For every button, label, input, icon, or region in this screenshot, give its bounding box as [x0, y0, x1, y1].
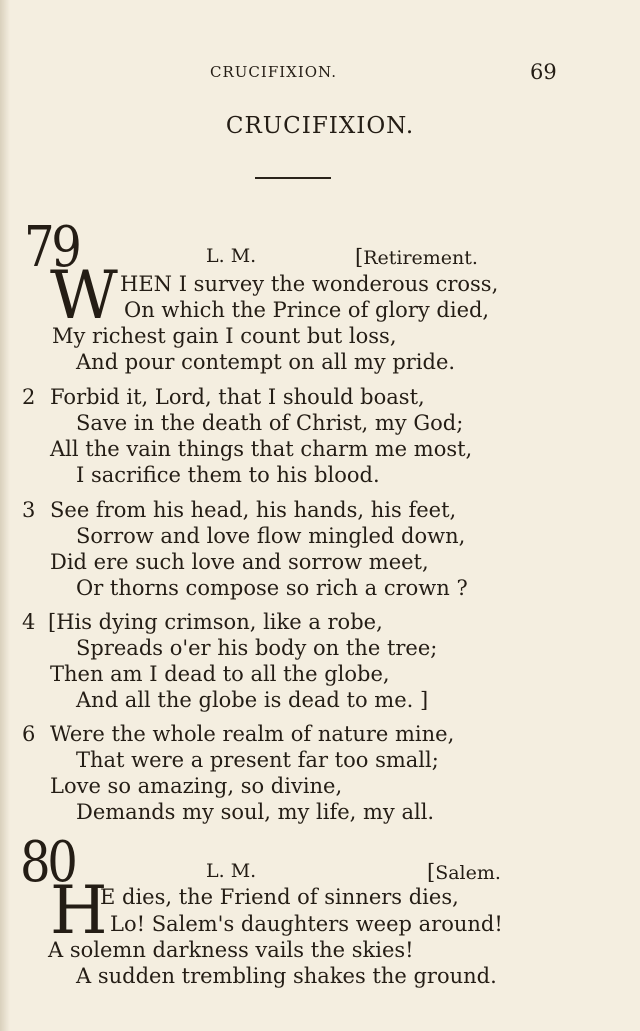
- verse-line: Then am I dead to all the globe,: [50, 662, 390, 686]
- hymn-80-line-2: Lo! Salem's daughters weep around!: [110, 912, 503, 936]
- verse-number: 6: [22, 722, 36, 746]
- verse-line: Spreads o'er his body on the tree;: [76, 636, 438, 660]
- running-title: CRUCIFIXION.: [210, 63, 337, 81]
- page-number: 69: [530, 60, 557, 84]
- verse-line: [His dying crimson, like a robe,: [48, 610, 383, 634]
- verse-number: 3: [22, 498, 36, 522]
- verse-line: I sacrifice them to his blood.: [76, 463, 380, 487]
- verse-line: Forbid it, Lord, that I should boast,: [50, 385, 425, 409]
- verse-number: 2: [22, 385, 36, 409]
- verse-line: Were the whole realm of nature mine,: [50, 722, 455, 746]
- hymn-79-line-2: On which the Prince of glory died,: [124, 298, 490, 322]
- verse-line: Did ere such love and sorrow meet,: [50, 550, 429, 574]
- hymn-number-80: 80: [20, 830, 75, 895]
- hymn-80-tune-name: Salem.: [435, 862, 501, 884]
- running-head: [0, 60, 640, 84]
- verse-line: That were a present far too small;: [76, 748, 439, 772]
- verse-line: Demands my soul, my life, my all.: [76, 800, 435, 824]
- hymn-80-meter: L. M.: [206, 860, 257, 882]
- page-gutter-shadow: [0, 0, 10, 1031]
- hymn-80-dropcap: H: [50, 872, 108, 949]
- verse-line: Save in the death of Christ, my God;: [76, 411, 464, 435]
- verse-line: Sorrow and love flow mingled down,: [76, 524, 466, 548]
- title-rule: [255, 177, 331, 179]
- hymn-79-line-1: HEN I survey the wonderous cross,: [120, 272, 499, 296]
- hymn-80-line-1: E dies, the Friend of sinners dies,: [100, 885, 459, 909]
- tune-bracket: [: [355, 245, 364, 269]
- verse-line: See from his head, his hands, his feet,: [50, 498, 457, 522]
- hymn-79-meter: L. M.: [206, 245, 257, 267]
- hymn-number-79: 79: [24, 215, 79, 280]
- section-title: CRUCIFIXION.: [225, 113, 415, 139]
- verse-line: All the vain things that charm me most,: [50, 437, 473, 461]
- tune-bracket: [: [427, 860, 436, 884]
- verse-line: And all the globe is dead to me. ]: [76, 688, 429, 712]
- hymn-79-tune: [355, 245, 478, 269]
- verse-number: 4: [22, 610, 36, 634]
- verse-line: Love so amazing, so divine,: [50, 774, 343, 798]
- hymn-79-tune-name: Retirement.: [363, 247, 478, 269]
- hymn-80-tune: [427, 860, 501, 884]
- hymn-80-line-3: A solemn darkness vails the skies!: [48, 938, 414, 962]
- hymn-79-line-4: And pour contempt on all my pride.: [76, 350, 456, 374]
- hymn-79-line-3: My richest gain I count but loss,: [52, 324, 397, 348]
- verse-line: Or thorns compose so rich a crown ?: [76, 576, 468, 600]
- hymn-80-line-4: A sudden trembling shakes the ground.: [76, 964, 497, 988]
- hymn-79-dropcap: W: [50, 257, 118, 334]
